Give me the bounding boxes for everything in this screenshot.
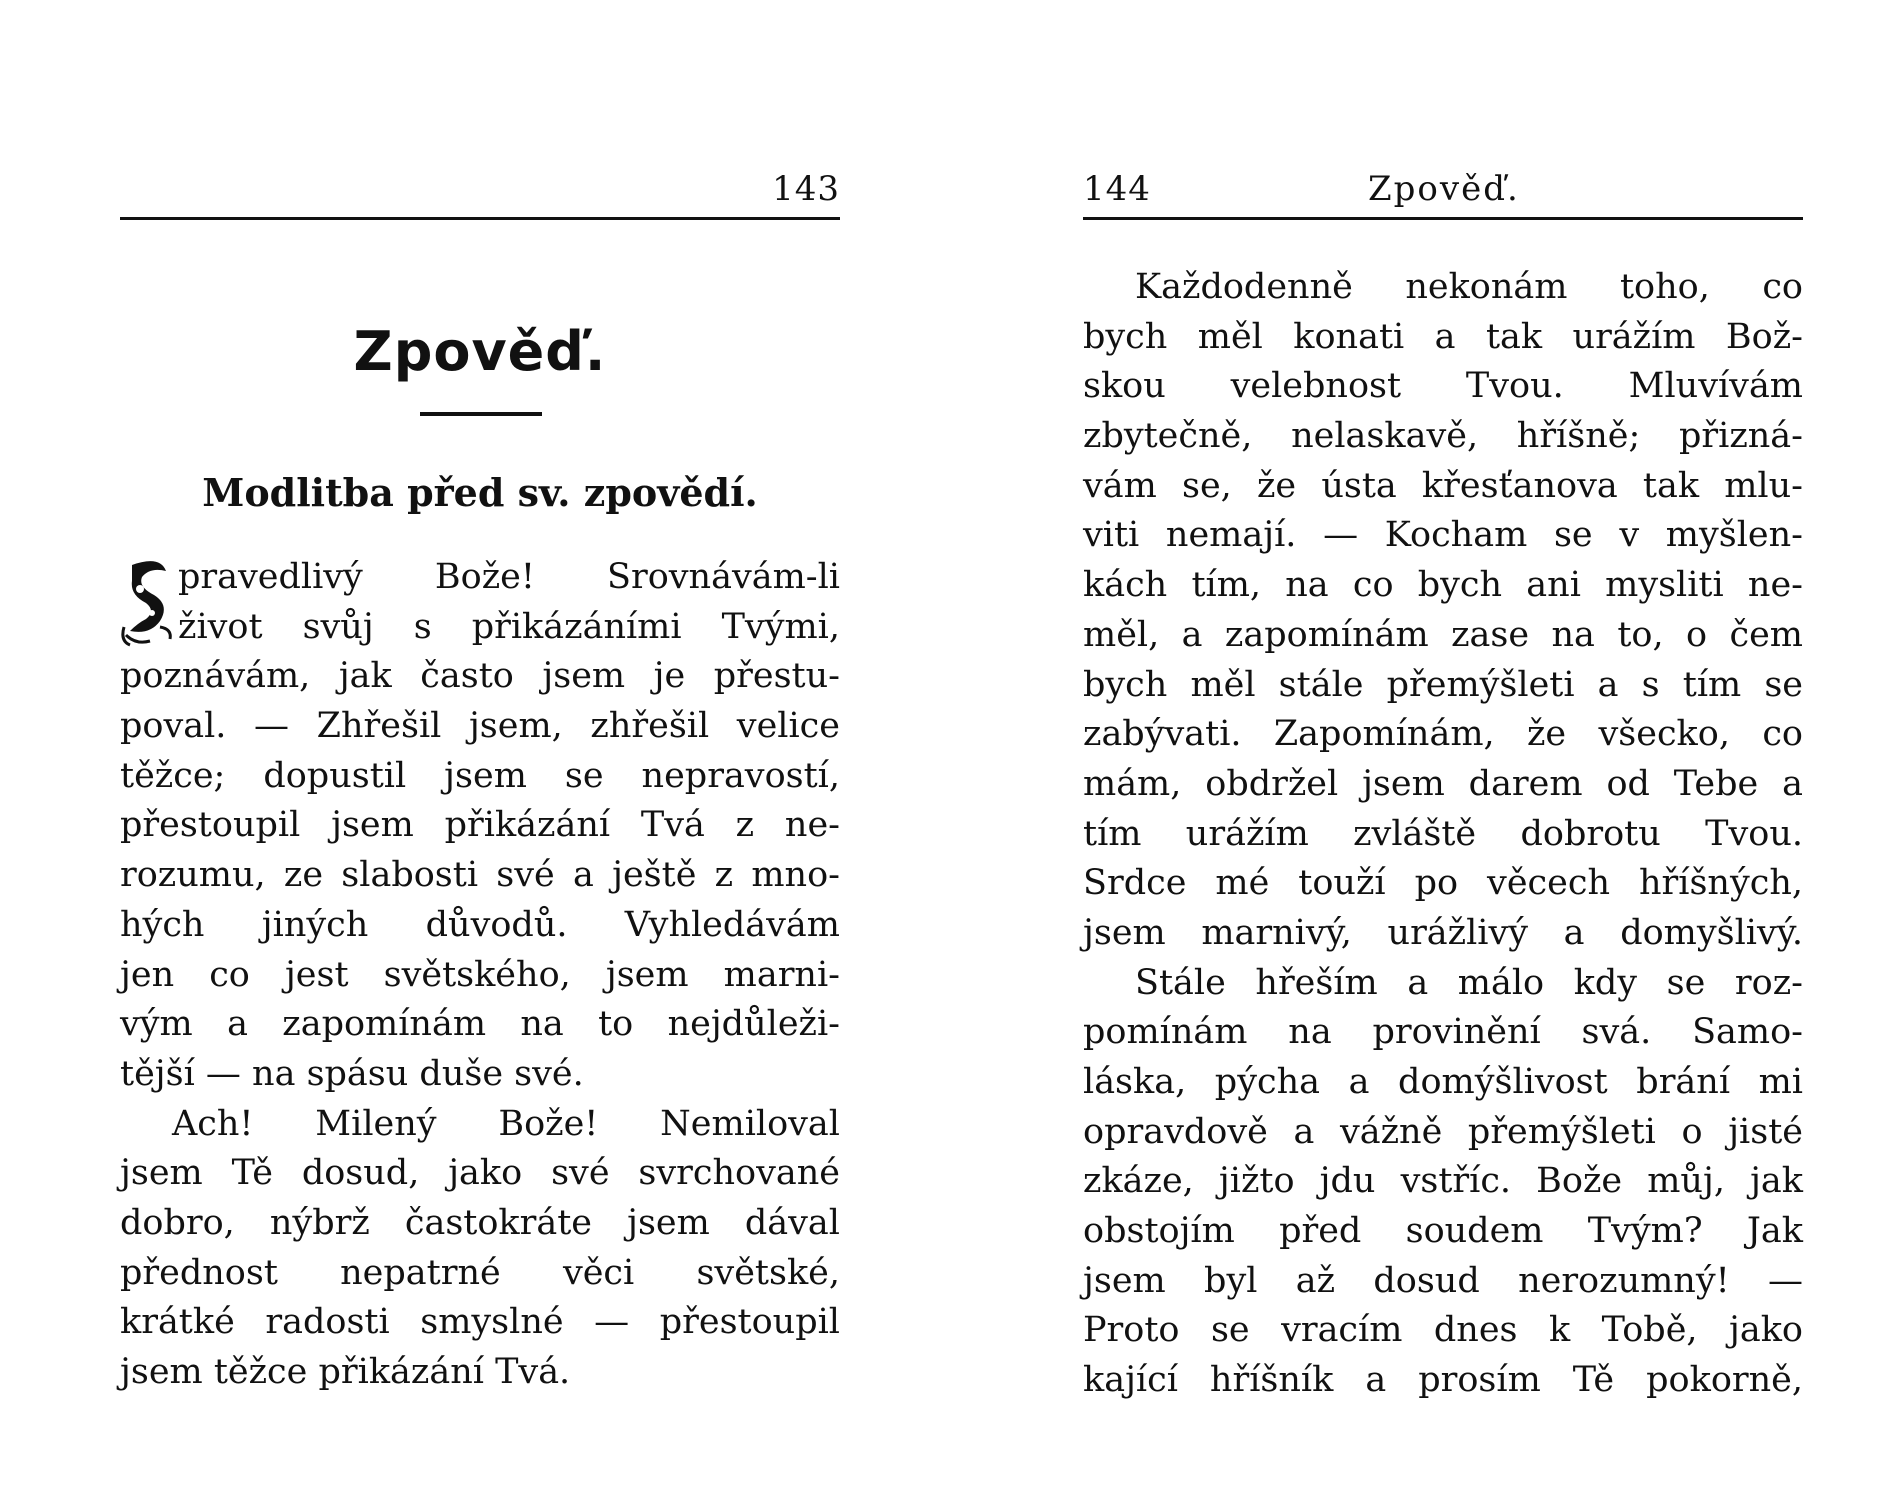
text-line: Srdce mé touží po věcech hříšných, (1083, 863, 1803, 904)
text-line (120, 553, 840, 603)
text-line: Stále hřeším a málo kdy se roz- (1135, 962, 1803, 1003)
text-line: obstojím před soudem Tvým? Jak (1083, 1211, 1803, 1252)
page-number-left: 143 (772, 169, 840, 209)
text-line: zabývati. Zapomínám, že všecko, co (1083, 714, 1803, 755)
text-line: tější — na spásu duše své. (120, 1053, 584, 1094)
page-number-right: 144 (1083, 169, 1151, 209)
text-line: pomínám na provinění svá. Samo- (1083, 1012, 1803, 1053)
left-page-header (120, 165, 840, 220)
text-line: tím urážím zvláště dobrotu Tvou. (1083, 813, 1803, 854)
text-line: přestoupil jsem přikázání Tvá z ne- (120, 805, 840, 846)
text-line: jsem těžce přikázání Tvá. (120, 1352, 571, 1392)
text-line: měl, a zapomínám zase na to, o čem (1083, 614, 1803, 655)
text-line: Každodenně nekonám toho, co (1135, 267, 1803, 307)
text-line: poval. — Zhřešil jsem, zhřešil velice (120, 706, 840, 747)
chapter-title: Zpověď. (353, 320, 607, 383)
text-line: krátké radosti smyslné — přestoupil (120, 1302, 840, 1343)
text-line: těžce; dopustil jsem se nepravostí, (120, 755, 840, 796)
right-page-header (1083, 165, 1803, 220)
text-line: kách tím, na co bych ani mysliti ne- (1083, 565, 1803, 606)
text-line: viti nemají. — Kocham se v myšlen- (1083, 515, 1803, 556)
text-line: přednost nepatrné věci světské, (120, 1252, 840, 1293)
text-line: opravdově a vážně přemýšleti o jisté (1083, 1111, 1803, 1152)
running-title: Zpověď. (1368, 169, 1520, 209)
text-line: bych měl konati a tak urážím Bož- (1083, 316, 1803, 357)
text-line: zkáze, jižto jdu vstříc. Bože můj, jak (1083, 1161, 1803, 1202)
ornamental-drop-cap-s-icon (120, 557, 176, 647)
text-line: jen co jest světského, jsem marni- (120, 954, 840, 995)
text-line: kající hříšník a prosím Tě pokorně, (1083, 1360, 1803, 1401)
text-line: mám, obdržel jsem darem od Tebe a (1083, 763, 1803, 804)
text-line: dobro, nýbrž častokráte jsem dával (120, 1202, 840, 1243)
text-line: bych měl stále přemýšleti a s tím se (1083, 664, 1803, 705)
text-line: Proto se vracím dnes k Tobě, jako (1083, 1310, 1803, 1351)
text-line: skou velebnost Tvou. Mluvívám (1083, 366, 1803, 407)
text-line: poznávám, jak často jsem je přestu- (120, 656, 840, 697)
text-line: život svůj s přikázáními Tvými, (178, 606, 840, 647)
text-line: jsem Tě dosud, jako své svrchované (120, 1153, 840, 1194)
right-page (1083, 0, 1803, 1500)
text-line: hých jiných důvodů. Vyhledávám (120, 904, 840, 945)
title-rule-divider (420, 412, 542, 416)
text-line: Ach! Milený Bože! Nemiloval (172, 1103, 840, 1144)
right-page-body (1083, 263, 1803, 1406)
text-line: vým a zapomínám na to nejdůleži- (120, 1004, 840, 1045)
prayer-subtitle: Modlitba před sv. zpovědí. (202, 470, 758, 515)
left-page (120, 0, 840, 1500)
first-line-text: pravedlivý Bože! Srovnávám-li (178, 557, 840, 597)
text-line: zbytečně, nelaskavě, hříšně; přizná- (1083, 416, 1803, 457)
left-page-body (120, 553, 840, 1398)
text-line: jsem byl až dosud nerozumný! — (1083, 1260, 1803, 1301)
text-line: jsem marnivý, urážlivý a domyšlivý. (1083, 912, 1803, 953)
text-line: vám se, že ústa křesťanova tak mlu- (1083, 465, 1803, 506)
text-line: rozumu, ze slabosti své a ještě z mno- (120, 855, 840, 896)
text-line: láska, pýcha a domýšlivost brání mi (1083, 1062, 1803, 1102)
